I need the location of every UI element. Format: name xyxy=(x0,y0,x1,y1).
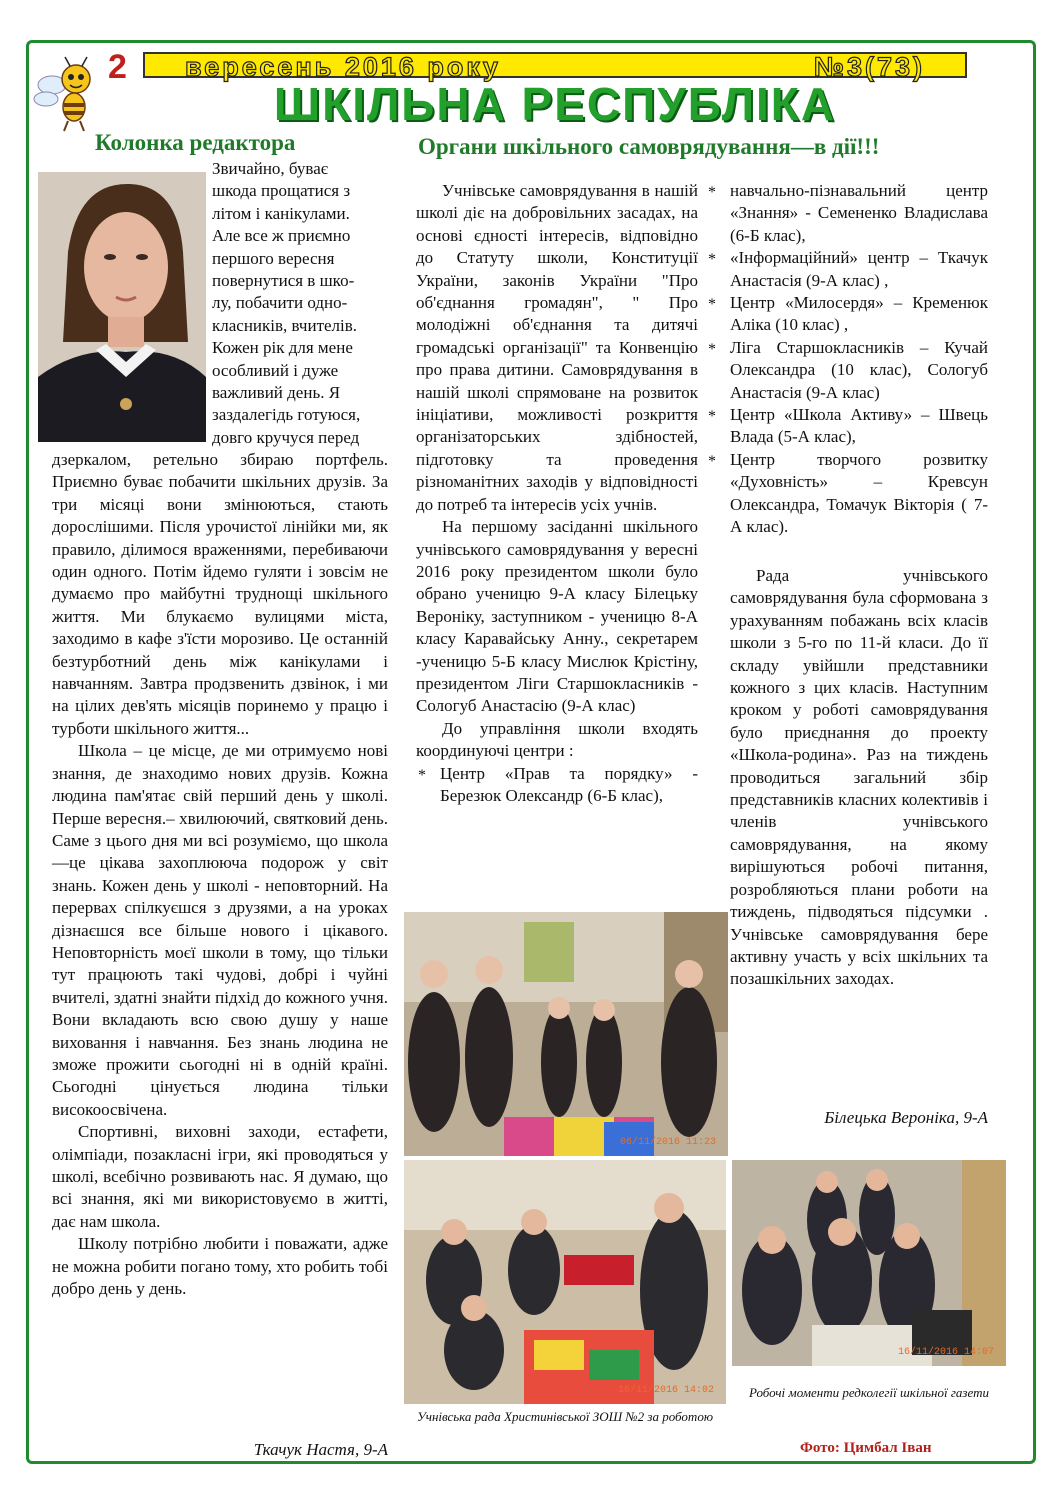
editor-signature: Ткачук Настя, 9-А xyxy=(253,1440,388,1459)
center-item: * Центр «Школа Активу» – Швець Влада (5-А клас), xyxy=(730,404,988,449)
text-line: Кожен рік для мене xyxy=(212,338,353,358)
council-group-photo xyxy=(404,912,728,1156)
centers-list xyxy=(730,180,988,539)
self-government-signature: Білецька Вероніка, 9-А xyxy=(824,1108,988,1127)
text-line: літом і канікулами. xyxy=(212,203,350,223)
council-working-photo xyxy=(404,1160,726,1404)
text-line: лу, побачити одно- xyxy=(212,293,348,313)
paragraph: дзеркалом, ретельно збираю портфель. Приємно буває побачити шкільних друзів. За три місяці вони змінюються, стають дорослішими. Після урочистої лінійки ми, як правило, ділимося враженнями, перебиваючи один одного. Потім йдемо гуляти і зовсім не думаємо про майбутні труднощі шкільного життя. Ми блукаємо вулицями міста, заходимо в кафе з'їсти морозиво. Це останній безтурботний день між канікулами і навчанням. Завтра продзвенить дзвінок, і ми на цілих дев'ять місяців поринемо у працю і турботи шкільного життя... xyxy=(52,450,388,738)
paragraph: Учнівське самоврядування в нашій школі діє на добровільних засадах, на основі єдності інтересів, відповідно до Статуту школи, Конституції України, законів України "Про об'єднання громадян", " Про молодіжні об'єднання та дитячі громадські організації" та Конвенцію про права дитини. Самоврядування в нашій школі спрямоване на розвиток ініціативи, можливості розкриття організаторських здібностей, підготовку та проведення різноманітних заходів у відповідності до потреб та інтересів усіх учнів. xyxy=(416,181,698,514)
center-item: * навчально-пізнавальний центр «Знання» - Семененко Владислава (6-Б клас), xyxy=(730,180,988,247)
newspaper-title: ШКІЛЬНА РЕСПУБЛІКА xyxy=(273,78,837,130)
center-item: * «Інформаційний» центр – Ткачук Анастасія (9-А клас) , xyxy=(730,247,988,292)
page-number: 2 xyxy=(108,48,127,86)
photo-timestamp: 16/11/2016 14:02 xyxy=(617,1385,714,1396)
council-text xyxy=(730,565,988,991)
paragraph: На першому засіданні шкільного учнівського самоврядування у вересні 2016 року президентом школи було обрано ученицю 9-А класу Білецьку Вероніку, заступником - ученицю 8-А класу Каравайську Анну., секретарем -ученицю 5-Б класу Мислюк Крістіну, президентом Ліги Старшокласників - Сологуб Анастасію (9-А клас) xyxy=(416,517,698,716)
photo-timestamp: 16/11/2016 14:07 xyxy=(897,1347,994,1358)
editor-column-heading: Колонка редактора xyxy=(95,130,296,155)
paragraph: Школу потрібно любити і поважати, адже не можна робити погано тому, хто робить тобі добро день у день. xyxy=(52,1234,388,1299)
editorial-team-photo xyxy=(732,1160,1006,1366)
center-item: * Центр «Прав та порядку» - Березюк Олександр (6-Б клас), xyxy=(440,763,698,808)
self-government-text xyxy=(416,180,698,807)
issue-number: №3(73) xyxy=(813,52,925,82)
text-line: першого вересня xyxy=(212,248,335,268)
editor-column-wrap-text xyxy=(212,158,388,449)
center-item: * Центр «Милосердя» – Кременюк Аліка (10 клас) , xyxy=(730,292,988,337)
text-line: особливий і дуже xyxy=(212,360,339,380)
text-line: Але все ж приємно xyxy=(212,226,351,246)
paragraph: До управління школи входять координуючі центри : xyxy=(416,718,698,761)
text-line: довго кручуся перед xyxy=(212,427,360,447)
editor-column-text xyxy=(52,449,388,1300)
center-item: * Центр творчого розвитку «Духовність» – Кревсун Олександра, Томачук Вікторія ( 7-А клас). xyxy=(730,449,988,539)
photo-timestamp: 06/11/2016 11:23 xyxy=(619,1137,716,1148)
text-line: повернутися в шко- xyxy=(212,271,355,291)
photo-credit: Фото: Цимбал Іван xyxy=(800,1440,932,1456)
text-line: шкода прощатися з xyxy=(212,181,351,201)
text-line: важливий день. Я xyxy=(212,383,341,403)
paragraph: Спортивні, виховні заходи, естафети, олімпіади, позакласні ігри, які проводяться у школі, всебічно розвивають нас. Я думаю, що всі знання, які ми використовуємо в житті, дає нам школа. xyxy=(52,1122,388,1231)
text-line: заздалегідь готуюся, xyxy=(212,405,361,425)
issue-date-bar xyxy=(143,52,967,82)
photo-caption-editorial: Робочі моменти редколегії шкільної газети xyxy=(749,1385,989,1400)
paragraph: Рада учнівського самоврядування була сформована з урахуванням побажань всіх класів школи з 5-го по 11-й класи. До її складу увійшли представники кожного з цих класів. Наступним кроком у роботі самоврядування було приєднання до проекту «Школа-родина». Раз на тиждень проводиться загальний збір представників класних колективів і членів учнівського самоврядування, на якому вирішуються робочі питання, розробляються плани роботи на тиждень, підводяться підсумки . Учнівське самоврядування бере активну участь у всіх шкільних та позашкільних заходах. xyxy=(730,566,988,989)
bee-mascot-icon xyxy=(30,55,110,135)
text-line: Звичайно, буває xyxy=(212,159,329,178)
center-item: * Ліга Старшокласників – Кучай Олександра (10 клас), Сологуб Анастасія (9-А клас) xyxy=(730,337,988,404)
paragraph: Школа – це місце, де ми отримуємо нові знання, де знаходимо нових друзів. Кожна людина пам'ятає свій перший день у школі. Перше вересня.– хвилюючий, святковий день. Саме з цього дня ми всі розуміємо, що школа—це цікава захоплююча подорож у світ знань. Кожен день у школі - неповторний. На перервах спілкуєшся з друзями, а на уроках дізнаєшся все більше нового і цікавого. Неповторність моєї школи в тому, що тільки тут працюють такі чудові, добрі і чуйні вчителі, здатні знайти підхід до кожного учня. Вони вкладають всю свою душу у наше виховання і навчання. Без знань людина не зможе прожити сьогодні ні в одній країні. Сьогодні цінується людина тільки високоосвічена. xyxy=(52,741,388,1119)
issue-date: вересень 2016 року xyxy=(185,52,501,82)
self-government-heading: Органи шкільного самоврядування—в дії!!! xyxy=(418,134,880,159)
text-line: класників, вчителів. xyxy=(212,315,358,335)
editor-portrait xyxy=(38,172,206,442)
photo-caption-council: Учнівська рада Христинівської ЗОШ №2 за роботою xyxy=(417,1409,713,1424)
